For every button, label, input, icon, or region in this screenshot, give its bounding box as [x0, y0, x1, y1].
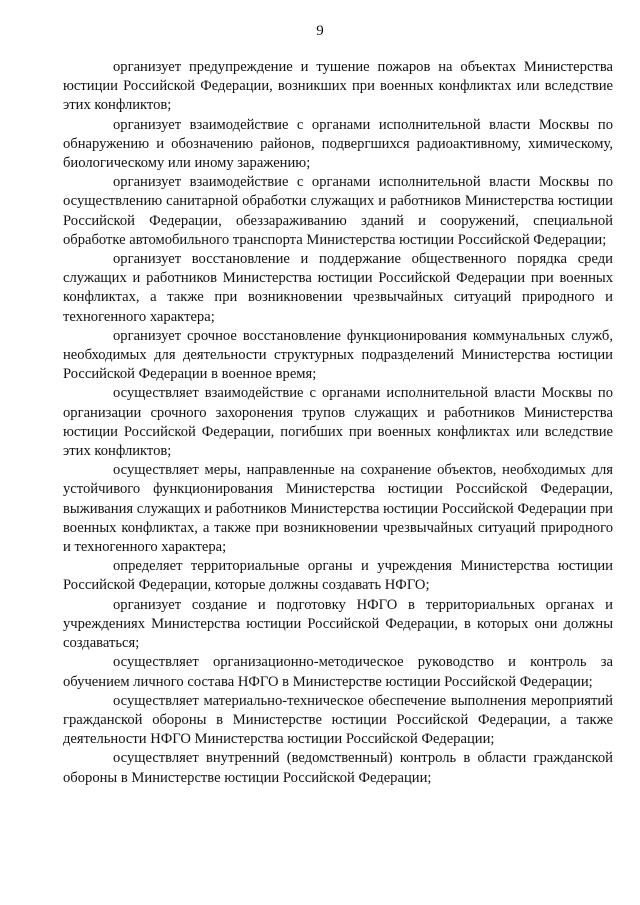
paragraph-nfgo-determination: определяет территориальные органы и учреждения Министерства юстиции Российской Федерации, которые должны создавать НФГО;	[63, 558, 613, 594]
page-number: 9	[316, 23, 324, 39]
paragraph-contamination-detection: организует взаимодействие с органами исполнительной власти Москвы по обнаружению и обозначению районов, подвергшихся радиоактивному, химическому, биологическому или иному заражению;	[63, 116, 613, 172]
paragraph-nfgo-creation: организует создание и подготовку НФГО в территориальных органах и учреждениях Министерства юстиции Российской Федерации, в которых они должны создаваться;	[63, 596, 613, 652]
paragraph-public-order: организует восстановление и поддержание общественного порядка среди служащих и работников Министерства юстиции Российской Федерации при военных конфликтах, а также при возникновении чрезвычайных ситуаций природного и техногенного характера;	[63, 251, 613, 325]
paragraph-fire-prevention: организует предупреждение и тушение пожаров на объектах Министерства юстиции Российской Федерации, возникших при военных конфликтах или вследствие этих конфликтов;	[63, 59, 613, 114]
paragraph-internal-control: осуществляет внутренний (ведомственный) контроль в области гражданской обороны в Министерстве юстиции Российской Федерации;	[63, 750, 613, 786]
paragraph-material-support: осуществляет материально-техническое обеспечение выполнения мероприятий гражданской обороны в Министерстве юстиции Российской Федерации, а также деятельности НФГО Министерства юстиции Российской Федерации;	[63, 692, 613, 748]
paragraph-sanitary-treatment: организует взаимодействие с органами исполнительной власти Москвы по осуществлению санитарной обработки служащих и работников Министерства юстиции Российской Федерации, обеззараживанию зданий и сооружений, специальной обработке автомобильного транспорта Министерства юстиции Российской Федерации;	[63, 174, 613, 248]
paragraph-utility-restoration: организует срочное восстановление функционирования коммунальных служб, необходимых для деятельности структурных подразделений Министерства юстиции Российской Федерации в военное время;	[63, 327, 613, 383]
paragraph-training-control: осуществляет организационно-методическое руководство и контроль за обучением личного состава НФГО в Министерстве юстиции Российской Федерации;	[63, 654, 613, 690]
paragraph-burial-organization: осуществляет взаимодействие с органами исполнительной власти Москвы по организации срочного захоронения трупов служащих и работников Министерства юстиции Российской Федерации, погибших при военных конфликтах или вследствие этих конфликтов;	[63, 385, 613, 460]
paragraph-object-preservation: осуществляет меры, направленные на сохранение объектов, необходимых для устойчивого функционирования Министерства юстиции Российской Федерации, выживания служащих и работников Министерства юстиции Российской Федерации при военных конфликтах, а также при возникновении чрезвычайных ситуаций природного и техногенного характера;	[63, 462, 613, 556]
document-body	[63, 58, 613, 788]
